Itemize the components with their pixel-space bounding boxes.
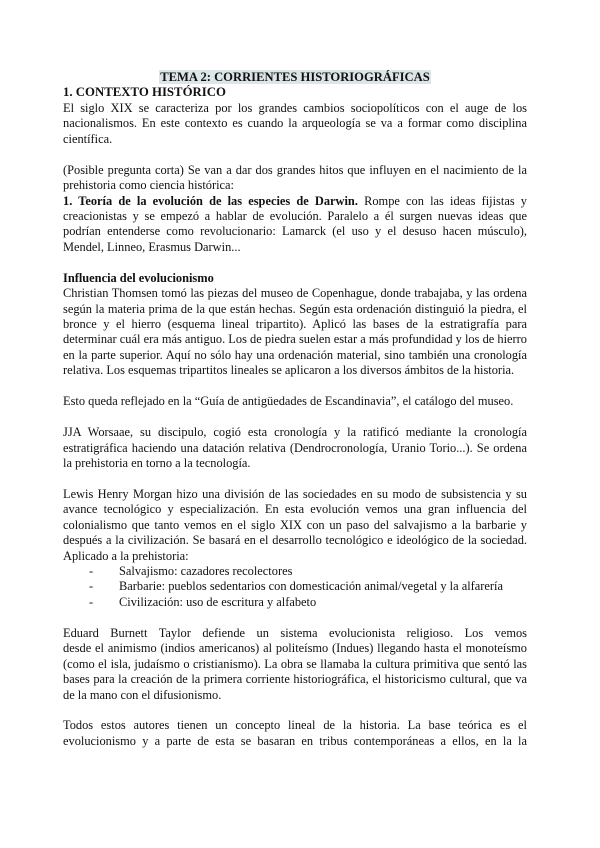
blank-line	[63, 703, 527, 718]
paragraph	[63, 101, 527, 147]
paragraph	[63, 163, 527, 194]
paragraph-line	[63, 132, 527, 147]
line-text: Eduard Burnett Taylor defiende un sistema evolucionista religioso. Los vemos	[63, 625, 527, 640]
paragraph-line	[63, 394, 527, 409]
paragraph-line	[63, 425, 527, 440]
paragraph-line	[63, 163, 527, 178]
list-item	[63, 564, 527, 579]
line-text: colonialismo que tanto vemos en el siglo XIX con un paso del salvajismo a la barbarie y	[63, 517, 527, 532]
paragraph-line	[63, 101, 527, 116]
paragraph-line	[63, 626, 527, 641]
bullet-list	[63, 564, 527, 610]
list-item	[63, 579, 527, 594]
line-text: científica.	[63, 131, 113, 146]
paragraph	[63, 394, 527, 409]
bold-lead: 1. Teoría de la evolución de las especies de Darwin.	[63, 193, 358, 208]
line-text: prehistoria como ciencia histórica:	[63, 178, 234, 193]
paragraph	[63, 425, 527, 471]
list-item-text: Civilización: uso de escritura y alfabeto	[119, 594, 317, 609]
line-text: según la materia prima de la que están hechas. Según esta ordenación distinguió la piedra, el	[63, 301, 527, 316]
paragraph-line	[63, 657, 527, 672]
line-text: bronce y el hierro (esquema lineal tripartito). Aplicó las bases de la estratigrafía para	[63, 317, 527, 332]
line-text: bases para la creación de la primera corriente historiográfica, el historicismo cultural, que va	[63, 672, 527, 687]
line-text: (como el isla, judaísmo o cristianismo). La obra se llamaba la cultura primitiva que sentó las	[63, 656, 527, 671]
paragraph-line	[63, 549, 527, 564]
document-body	[63, 101, 527, 749]
paragraph-line	[63, 641, 527, 656]
blank-line	[63, 471, 527, 486]
paragraph-line	[63, 332, 527, 347]
section-heading: 1. CONTEXTO HISTÓRICO	[63, 85, 226, 100]
list-item-text: Salvajismo: cazadores recolectores	[119, 564, 293, 579]
line-text: creacionistas y se empezó a hablar de evolución. Paralelo a él surgen nuevas ideas que	[63, 208, 527, 223]
paragraph	[63, 286, 527, 379]
blank-line	[63, 147, 527, 162]
line-text: Christian Thomsen tomó las piezas del museo de Copenhague, donde trabajaba, y las ordena	[63, 286, 527, 301]
line-text: relativa. Los esquemas tripartitos lineales se aplicaron a los diversos ámbitos de la historia.	[63, 363, 515, 378]
line-text: Todos estos autores tienen un concepto lineal de la historia. La base teórica es el	[63, 718, 527, 733]
list-item	[63, 595, 527, 610]
subheading: Influencia del evolucionismo	[63, 270, 214, 285]
line-text: podrían entenderse como revolucionario: Lamarck (el uso y el desuso hacen músculo),	[63, 224, 527, 239]
paragraph-line	[63, 533, 527, 548]
line-text: desde el animismo (indios americanos) al politeísmo (Indues) llegando hasta el monoteísmo	[63, 641, 527, 656]
blank-line	[63, 610, 527, 625]
paragraph	[63, 487, 527, 564]
paragraph-line	[63, 317, 527, 332]
line-text: la prehistoria en torno a la tecnología.	[63, 455, 251, 470]
paragraph-line	[63, 688, 527, 703]
line-text: Mendel, Linneo, Erasmus Darwin...	[63, 239, 241, 254]
title-text: TEMA 2: CORRIENTES HISTORIOGRÁFICAS	[160, 70, 430, 84]
paragraph-line	[63, 224, 527, 239]
line-text: Rompe con las ideas fijistas y	[357, 193, 527, 208]
paragraph-line	[63, 441, 527, 456]
blank-line	[63, 255, 527, 270]
paragraph-line	[63, 487, 527, 502]
line-text: de la mano con el difusionismo.	[63, 687, 222, 702]
dash-bullet-icon: -	[89, 564, 94, 579]
line-text: Esto queda reflejado en la “Guía de antigüedades de Escandinavia”, el catálogo del museo.	[63, 394, 514, 409]
paragraph-line	[63, 209, 527, 224]
line-text: después a la civilización. Se basará en el desarrollo tecnológico e ideológico de la sociedad.	[63, 533, 527, 548]
paragraph-line	[63, 240, 527, 255]
document-page	[63, 70, 527, 749]
paragraph-line	[63, 456, 527, 471]
paragraph	[63, 626, 527, 703]
line-text: estratigráfica haciendo una datación relativa (Dendrocronología, Uranio Torio...). Se ordena	[63, 440, 527, 455]
line-text: determinar cuál era más antiguo. Los de piedra suelen estar a más profundidad y los de hierro	[63, 332, 527, 347]
line-text: evolucionismo y a parte de esta se basaran en tribus contemporáneas a ellos, en la la	[63, 733, 527, 748]
paragraph	[63, 194, 527, 256]
line-text: JJA Worsaae, su discipulo, cogió esta cronología y la ratificó mediante la cronología	[63, 425, 527, 440]
blank-line	[63, 410, 527, 425]
paragraph-line	[63, 672, 527, 687]
line-text: Lewis Henry Morgan hizo una división de las sociedades en su modo de subsistencia y su	[63, 486, 527, 501]
list-item-text: Barbarie: pueblos sedentarios con domesticación animal/vegetal y la alfarería	[119, 579, 503, 594]
line-text: nacionalismos. En este contexto es cuando la arqueología se va a formar como disciplina	[63, 116, 527, 131]
blank-line	[63, 379, 527, 394]
paragraph-line	[63, 116, 527, 131]
paragraph-line	[63, 194, 527, 209]
paragraph-line	[63, 286, 527, 301]
paragraph-line	[63, 734, 527, 749]
paragraph-line	[63, 178, 527, 193]
paragraph-line	[63, 302, 527, 317]
dash-bullet-icon: -	[89, 594, 94, 609]
line-text: avance tecnológico y especialización. En esta evolución vemos una gran influencia del	[63, 502, 527, 517]
document-title	[63, 70, 527, 85]
line-text: El siglo XIX se caracteriza por los grandes cambios sociopolíticos con el auge de los	[63, 100, 527, 115]
line-text: Aplicado a la prehistoria:	[63, 548, 189, 563]
paragraph-line	[63, 348, 527, 363]
dash-bullet-icon: -	[89, 579, 94, 594]
paragraph	[63, 718, 527, 749]
paragraph-line	[63, 518, 527, 533]
paragraph-line	[63, 718, 527, 733]
paragraph-line	[63, 363, 527, 378]
line-text: en la parte superior. Aquí no sólo hay una ordenación material, sino también una cronología	[63, 347, 527, 362]
line-text: (Posible pregunta corta) Se van a dar dos grandes hitos que influyen en el nacimiento de la	[63, 162, 527, 177]
paragraph-line	[63, 502, 527, 517]
